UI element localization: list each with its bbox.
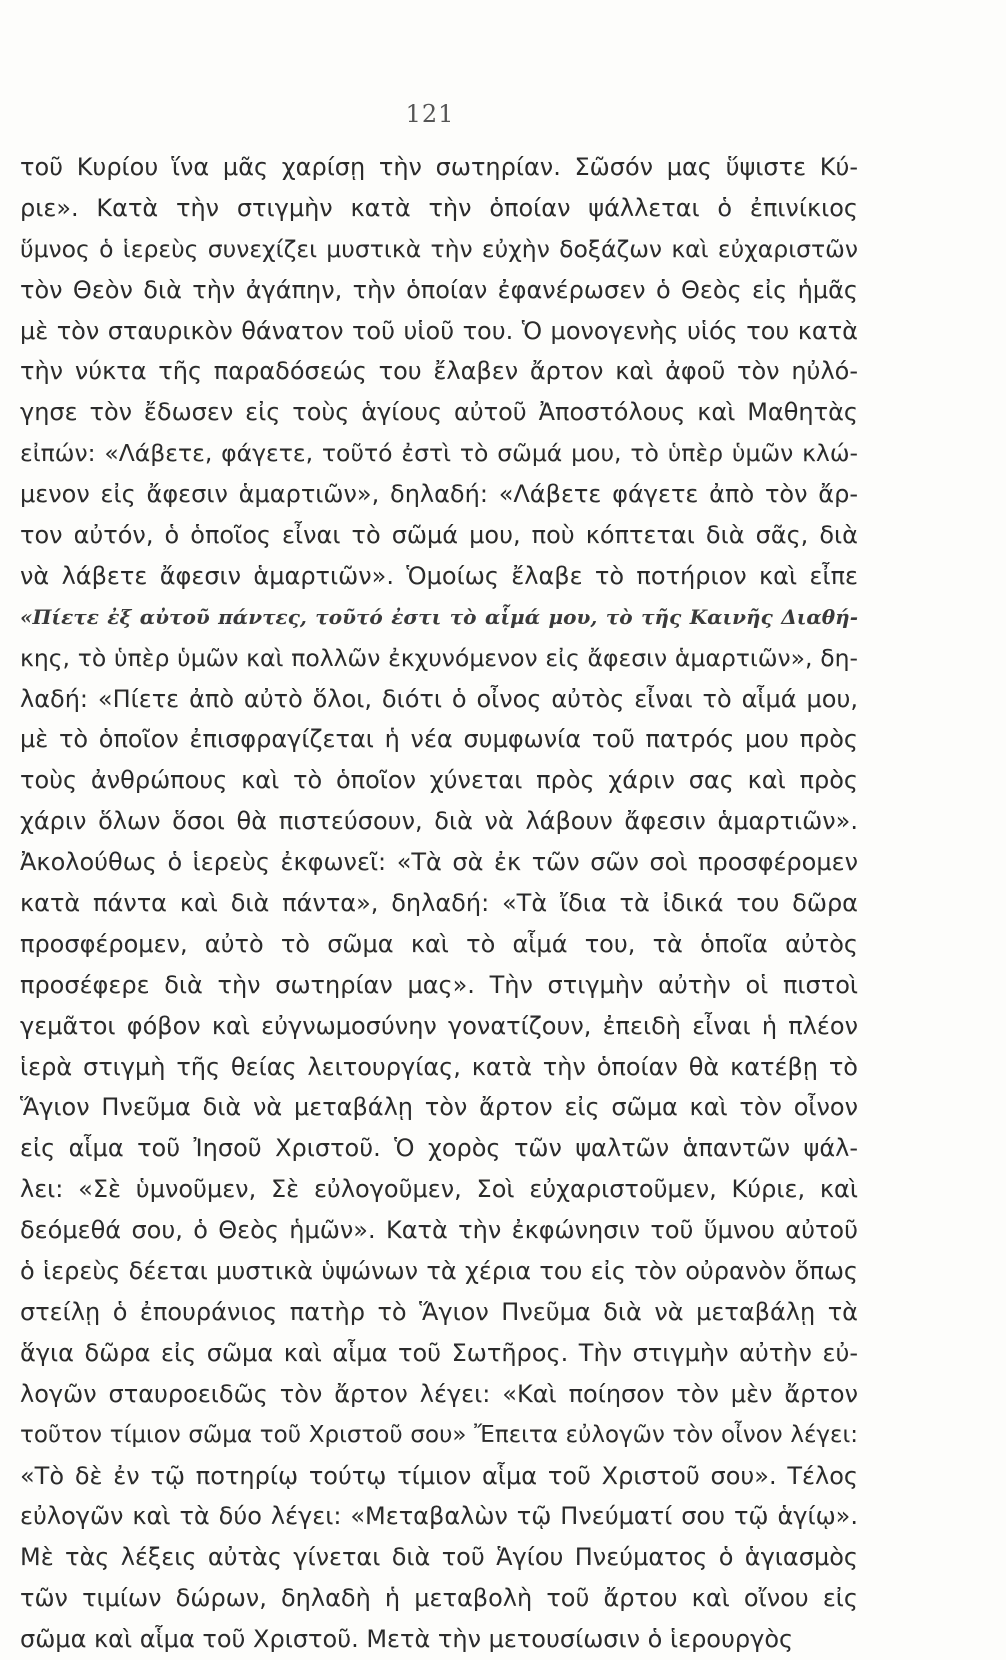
text-line: τὴν νύκτα τῆς παραδόσεώς του ἔλαβεν ἄρτον καὶ ἀφοῦ τὸν ηὐλό-: [20, 357, 858, 386]
text-line: τοῦτον τίμιον σῶμα τοῦ Χριστοῦ σου» Ἔπειτα εὐλογῶν τὸν οἶνον λέγει:: [20, 1421, 858, 1448]
text-line: ἅγια δῶρα εἰς σῶμα καὶ αἷμα τοῦ Σωτῆρος. Τὴν στιγμὴν αὐτὴν εὐ-: [20, 1338, 858, 1367]
text-line: λογῶν σταυροειδῶς τὸν ἄρτον λέγει: «Καὶ ποίησον τὸν μὲν ἄρτον: [20, 1379, 858, 1408]
text-line: «Τὸ δὲ ἐν τῷ ποτηρίῳ τούτῳ τίμιον αἷμα τοῦ Χριστοῦ σου». Τέλος: [20, 1461, 858, 1490]
text-line: λει: «Σὲ ὑμνοῦμεν, Σὲ εὐλογοῦμεν, Σοὶ εὐχαριστοῦμεν, Κύριε, καὶ: [20, 1175, 858, 1204]
text-line: γεμᾶτοι φόβον καὶ εὐγνωμοσύνην γονατίζουν, ἐπειδὴ εἶναι ἡ πλέον: [20, 1011, 858, 1040]
text-line: ἱερὰ στιγμὴ τῆς θείας λειτουργίας, κατὰ τὴν ὁποίαν θὰ κατέβῃ τὸ: [20, 1052, 858, 1081]
text-line: τῶν τιμίων δώρων, δηλαδὴ ἡ μεταβολὴ τοῦ ἄρτου καὶ οἴνου εἰς: [20, 1584, 858, 1613]
text-line: μὲ τὸ ὁποῖον ἐπισφραγίζεται ἡ νέα συμφωνία τοῦ πατρός μου πρὸς: [20, 725, 858, 754]
text-line: προσφέρομεν, αὐτὸ τὸ σῶμα καὶ τὸ αἷμά του, τὰ ὁποῖα αὐτὸς: [20, 929, 858, 958]
text-line: τοῦ Κυρίου ἵνα μᾶς χαρίσῃ τὴν σωτηρίαν. Σῶσόν μας ὕψιστε Κύ-: [20, 153, 858, 181]
text-line: Μὲ τὰς λέξεις αὐτὰς γίνεται διὰ τοῦ Ἁγίου Πνεύματος ὁ ἁγιασμὸς: [20, 1543, 858, 1572]
text-line: χάριν ὅλων ὅσοι θὰ πιστεύσουν, διὰ νὰ λάβουν ἄφεσιν ἁμαρτιῶν».: [20, 807, 858, 836]
text-line: μενον εἰς ἄφεσιν ἁμαρτιῶν», δηλαδή: «Λάβετε φάγετε ἀπὸ τὸν ἄρ-: [20, 480, 858, 509]
text-line: στείλῃ ὁ ἐπουράνιος πατὴρ τὸ Ἅγιον Πνεῦμα διὰ νὰ μεταβάλῃ τὰ: [20, 1297, 858, 1326]
text-line: τον αὐτόν, ὁ ὁποῖος εἶναι τὸ σῶμά μου, ποὺ κόπτεται διὰ σᾶς, διὰ: [20, 521, 858, 550]
text-line: μὲ τὸν σταυρικὸν θάνατον τοῦ υἱοῦ του. Ὁ μονογενὴς υἱός του κατὰ: [20, 316, 858, 345]
text-line: κατὰ πάντα καὶ διὰ πάντα», δηλαδή: «Τὰ ἴδια τὰ ἰδικά του δῶρα: [20, 889, 858, 918]
text-line: σῶμα καὶ αἷμα τοῦ Χριστοῦ. Μετὰ τὴν μετουσίωσιν ὁ ἱερουργὸς: [20, 1625, 794, 1654]
text-line: τὸν Θεὸν διὰ τὴν ἀγάπην, τὴν ὁποίαν ἐφανέρωσεν ὁ Θεὸς εἰς ἡμᾶς: [20, 275, 858, 304]
text-line: δεόμεθά σου, ὁ Θεὸς ἡμῶν». Κατὰ τὴν ἐκφώνησιν τοῦ ὕμνου αὐτοῦ: [20, 1216, 858, 1245]
text-line: Ἀκολούθως ὁ ἱερεὺς ἐκφωνεῖ: «Τὰ σὰ ἐκ τῶν σῶν σοὶ προσφέρομεν: [20, 848, 858, 877]
text-line: ριε». Κατὰ τὴν στιγμὴν κατὰ τὴν ὁποίαν ψάλλεται ὁ ἐπινίκιος: [20, 193, 858, 222]
text-line: προσέφερε διὰ τὴν σωτηρίαν μας». Τὴν στιγμὴν αὐτὴν οἱ πιστοὶ: [20, 970, 858, 999]
text-line: λαδή: «Πίετε ἀπὸ αὐτὸ ὅλοι, διότι ὁ οἶνος αὐτὸς εἶναι τὸ αἷμά μου,: [20, 684, 858, 713]
text-line: εἰς αἷμα τοῦ Ἰησοῦ Χριστοῦ. Ὁ χορὸς τῶν ψαλτῶν ἁπαντῶν ψάλ-: [20, 1134, 858, 1163]
text-line: εὐλογῶν καὶ τὰ δύο λέγει: «Μεταβαλὼν τῷ Πνεύματί σου τῷ ἁγίῳ».: [20, 1502, 858, 1531]
text-line: ὕμνος ὁ ἱερεὺς συνεχίζει μυστικὰ τὴν εὐχὴν δοξάζων καὶ εὐχαριστῶν: [20, 234, 858, 263]
text-line: Ἅγιον Πνεῦμα διὰ νὰ μεταβάλῃ τὸν ἄρτον εἰς σῶμα καὶ τὸν οἶνον: [20, 1093, 858, 1122]
text-line: ὁ ἱερεὺς δέεται μυστικὰ ὑψώνων τὰ χέρια του εἰς τὸν οὐρανὸν ὅπως: [20, 1257, 858, 1286]
text-line: γησε τὸν ἔδωσεν εἰς τοὺς ἁγίους αὐτοῦ Ἀποστόλους καὶ Μαθητὰς: [20, 398, 858, 427]
text-line: νὰ λάβετε ἄφεσιν ἁμαρτιῶν». Ὁμοίως ἔλαβε τὸ ποτήριον καὶ εἶπε: [20, 561, 858, 590]
text-line: κης, τὸ ὑπὲρ ὑμῶν καὶ πολλῶν ἐκχυνόμενον εἰς ἄφεσιν ἁμαρτιῶν», δη-: [20, 643, 858, 672]
text-line-quote: «Πίετε ἐξ αὐτοῦ πάντες, τοῦτό ἐστι τὸ αἷμά μου, τὸ τῆς Καινῆς Διαθή-: [20, 604, 858, 629]
page-number: 121: [405, 100, 455, 128]
body-text: [20, 147, 858, 1660]
text-line: εἰπών: «Λάβετε, φάγετε, τοῦτό ἐστὶ τὸ σῶμά μου, τὸ ὑπὲρ ὑμῶν κλώ-: [20, 439, 858, 468]
text-line: τοὺς ἀνθρώπους καὶ τὸ ὁποῖον χύνεται πρὸς χάριν σας καὶ πρὸς: [20, 766, 858, 795]
